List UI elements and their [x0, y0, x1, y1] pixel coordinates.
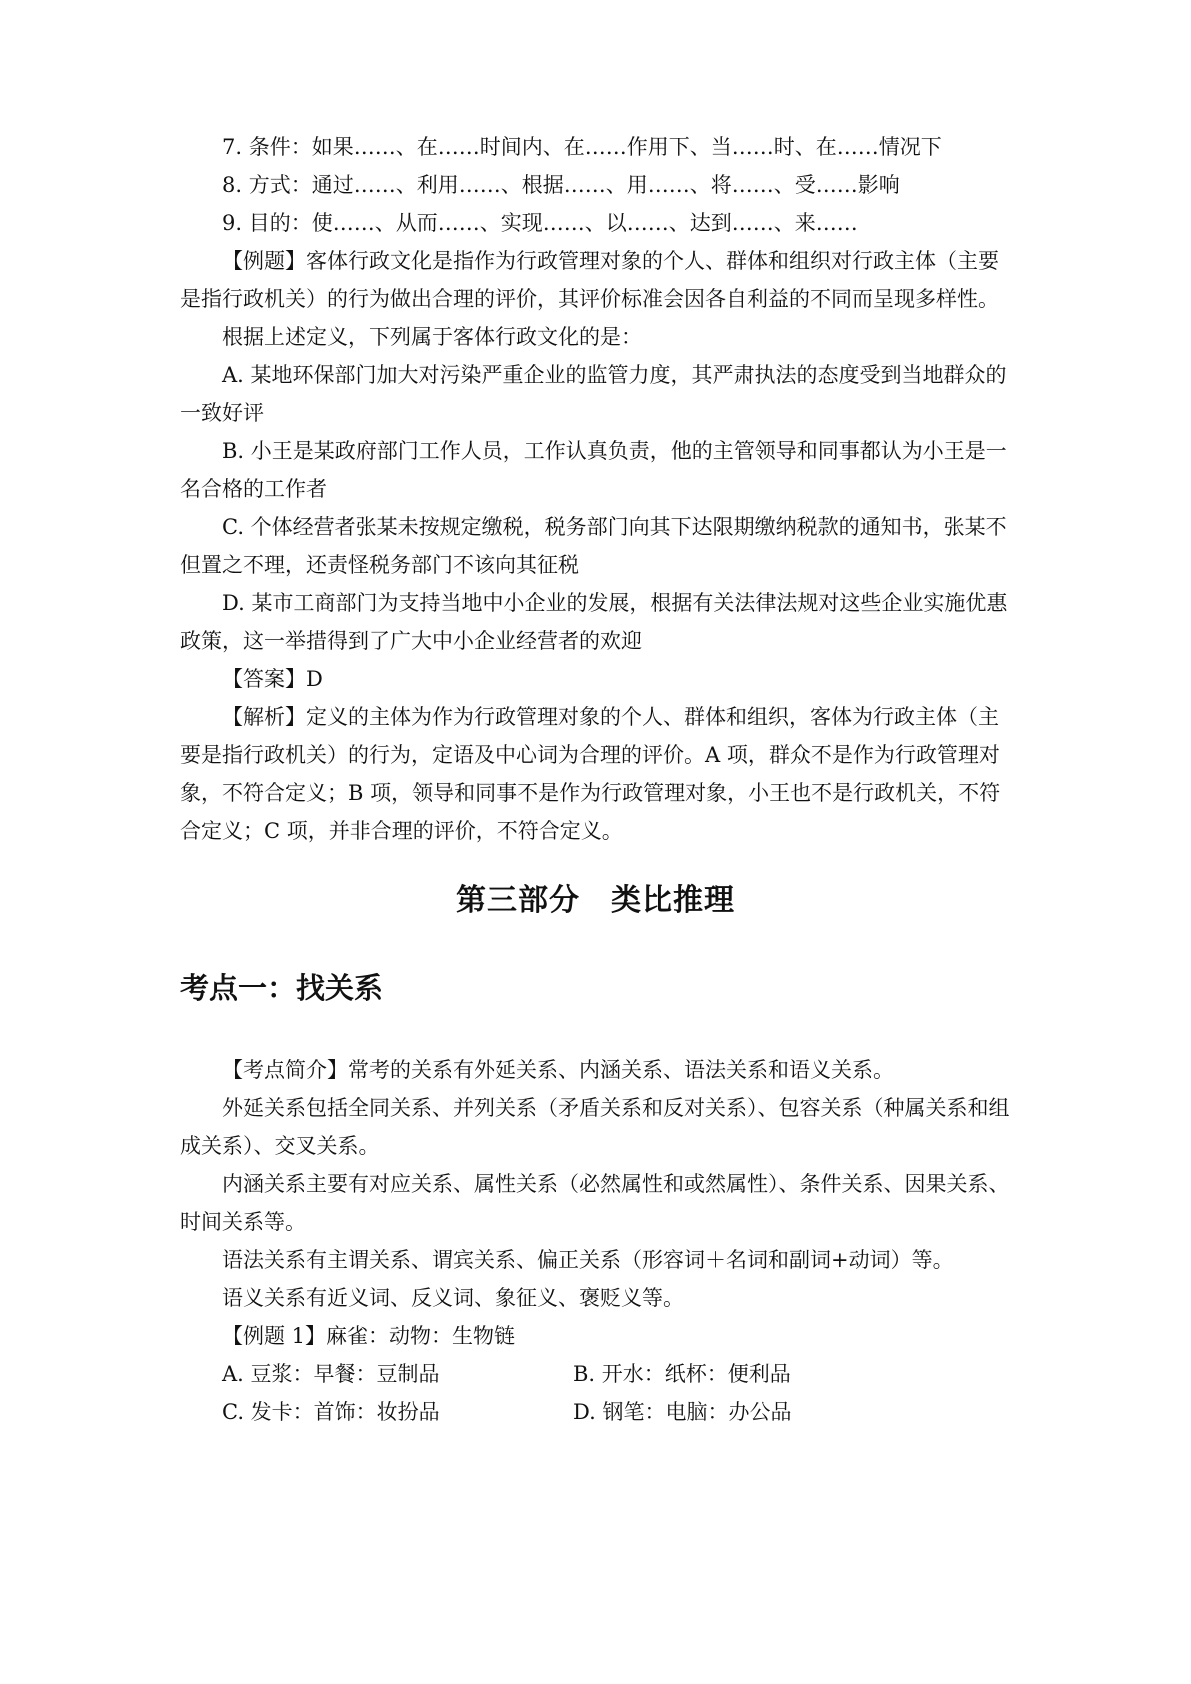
example1-option-b: B. 开水：纸杯：便利品: [573, 1362, 791, 1386]
example-question-line-1: 【例题】客体行政文化是指作为行政管理对象的个人、群体和组织对行政主体（主要: [222, 249, 999, 273]
semantic-relations: 语义关系有近义词、反义词、象征义、褒贬义等。: [222, 1286, 684, 1310]
grammar-relations: 语法关系有主谓关系、谓宾关系、偏正关系（形容词＋名词和副词+动词）等。: [222, 1248, 954, 1272]
option-d-line-2: 政策，这一举措得到了广大中小企业经营者的欢迎: [180, 629, 642, 653]
example-prompt: 根据上述定义，下列属于客体行政文化的是：: [222, 325, 642, 349]
option-b-line-2: 名合格的工作者: [180, 477, 327, 501]
intension-relations-line-2: 时间关系等。: [180, 1210, 306, 1234]
option-c-line-1: C. 个体经营者张某未按规定缴税，税务部门向其下达限期缴纳税款的通知书，张某不: [222, 515, 1007, 539]
option-b-line-1: B. 小王是某政府部门工作人员，工作认真负责，他的主管领导和同事都认为小王是一: [222, 439, 1007, 463]
topic-title: 考点一：找关系: [180, 971, 384, 1005]
explanation-line-1: 【解析】定义的主体为作为行政管理对象的个人、群体和组织，客体为行政主体（主: [222, 705, 999, 729]
explanation-line-3: 象，不符合定义；B 项，领导和同事不是作为行政管理对象，小王也不是行政机关，不符: [180, 781, 1001, 805]
example1-option-a: A. 豆浆：早餐：豆制品: [222, 1362, 440, 1386]
method-line: 8. 方式：通过……、利用……、根据……、用……、将……、受……影响: [222, 173, 900, 197]
extension-relations-line-2: 成关系）、交叉关系。: [180, 1134, 380, 1158]
option-a-line-2: 一致好评: [180, 401, 264, 425]
example1-option-d: D. 钢笔：电脑：办公品: [573, 1400, 792, 1424]
intro-summary: 【考点简介】常考的关系有外延关系、内涵关系、语法关系和语义关系。: [222, 1058, 894, 1082]
option-d-line-1: D. 某市工商部门为支持当地中小企业的发展，根据有关法律法规对这些企业实施优惠: [222, 591, 1008, 615]
answer-line: 【答案】D: [222, 667, 323, 691]
explanation-line-4: 合定义；C 项，并非合理的评价，不符合定义。: [180, 819, 623, 843]
section-title: 第三部分 类比推理: [456, 883, 735, 918]
purpose-line: 9. 目的：使……、从而……、实现……、以……、达到……、来……: [222, 211, 858, 235]
condition-line: 7. 条件：如果……、在……时间内、在……作用下、当……时、在……情况下: [222, 135, 942, 159]
example1-stem: 【例题 1】麻雀：动物：生物链: [222, 1324, 516, 1348]
explanation-line-2: 要是指行政机关）的行为，定语及中心词为合理的评价。A 项，群众不是作为行政管理对: [180, 743, 1000, 767]
example-question-line-2: 是指行政机关）的行为做出合理的评价，其评价标准会因各自利益的不同而呈现多样性。: [180, 287, 999, 311]
extension-relations-line-1: 外延关系包括全同关系、并列关系（矛盾关系和反对关系）、包容关系（种属关系和组: [222, 1096, 1010, 1120]
intension-relations-line-1: 内涵关系主要有对应关系、属性关系（必然属性和或然属性）、条件关系、因果关系、: [222, 1172, 1010, 1196]
option-a-line-1: A. 某地环保部门加大对污染严重企业的监管力度，其严肃执法的态度受到当地群众的: [222, 363, 1007, 387]
example1-option-c: C. 发卡：首饰：妆扮品: [222, 1400, 440, 1424]
option-c-line-2: 但置之不理，还责怪税务部门不该向其征税: [180, 553, 579, 577]
